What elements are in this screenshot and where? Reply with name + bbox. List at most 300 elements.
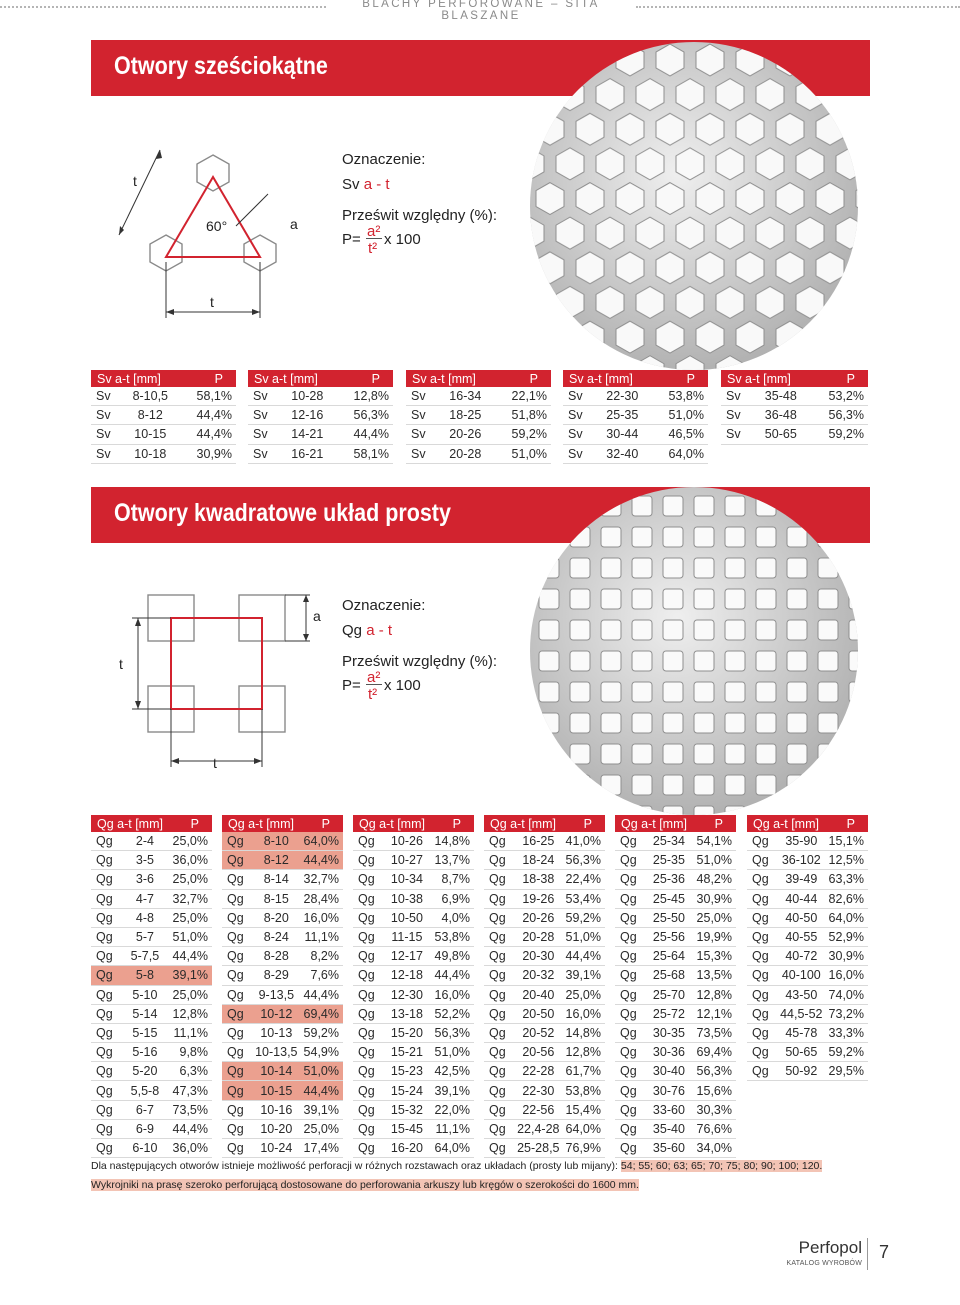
table-row [484, 870, 605, 889]
cell-p: 36,0% [168, 851, 212, 870]
cell-type: Qg [222, 1004, 253, 1023]
table-row [222, 851, 343, 870]
square-formula-bar [366, 684, 382, 685]
table-row [406, 444, 551, 463]
cell-type: Qg [91, 1043, 122, 1062]
cell-size: 25-36 [646, 870, 692, 889]
square-oznaczenie-label: Oznaczenie: [342, 597, 426, 614]
table-row [747, 1004, 868, 1023]
cell-p: 73,2% [825, 1004, 868, 1023]
cell-p: 64,0% [300, 832, 343, 851]
cell-size: 8-12 [122, 406, 179, 425]
cell-size: 20-26 [515, 908, 562, 927]
cell-p: 53,2% [810, 387, 868, 406]
cell-p: 34,0% [692, 1139, 736, 1158]
cell-p: 29,5% [825, 1062, 868, 1081]
cell-type: Qg [484, 1081, 515, 1100]
table-row [91, 908, 212, 927]
table-row [222, 1043, 343, 1062]
cell-size: 10-28 [279, 387, 336, 406]
cell-size: 50-92 [778, 1062, 825, 1081]
cell-size: 35-48 [752, 387, 810, 406]
cell-size: 20-28 [515, 927, 562, 946]
table-row [353, 1119, 474, 1138]
cell-p: 64,0% [562, 1119, 605, 1138]
table-row [484, 889, 605, 908]
cell-p: 16,0% [430, 985, 474, 1004]
cell-type: Qg [353, 1043, 384, 1062]
table-row [563, 425, 708, 444]
cell-size: 15-23 [384, 1062, 430, 1081]
hex-table-3 [406, 370, 551, 464]
table-row [615, 1062, 736, 1081]
cell-size: 15-45 [384, 1119, 430, 1138]
table-row [248, 387, 393, 406]
cell-size: 5-10 [122, 985, 168, 1004]
table-row [91, 1119, 212, 1138]
table-header-p: P [692, 815, 736, 832]
cell-type: Sv [248, 425, 279, 444]
cell-size: 5-7,5 [122, 947, 168, 966]
cell-type: Qg [353, 927, 384, 946]
cell-p: 12,8% [336, 387, 393, 406]
cell-type: Qg [91, 1139, 122, 1158]
table-row [747, 889, 868, 908]
cell-size: 18-38 [515, 870, 562, 889]
cell-p: 4,0% [430, 908, 474, 927]
cell-p: 12,5% [825, 851, 868, 870]
cell-p: 11,1% [300, 927, 343, 946]
cell-type: Qg [747, 870, 778, 889]
table-row [615, 870, 736, 889]
cell-p: 64,0% [430, 1139, 474, 1158]
cell-type: Qg [91, 889, 122, 908]
cell-p: 30,9% [179, 444, 236, 463]
cell-size: 5-7 [122, 927, 168, 946]
cell-p: 51,8% [494, 406, 551, 425]
cell-type: Sv [563, 387, 594, 406]
footer-separator [867, 1238, 868, 1270]
table-row [484, 1081, 605, 1100]
cell-size: 8-10,5 [122, 387, 179, 406]
cell-size: 3-5 [122, 851, 168, 870]
cell-size: 16-25 [515, 832, 562, 851]
cell-p: 44,4% [168, 947, 212, 966]
table-row [91, 1081, 212, 1100]
cell-type: Qg [615, 832, 646, 851]
cell-type: Qg [484, 851, 515, 870]
cell-type: Qg [484, 908, 515, 927]
cell-type: Qg [747, 966, 778, 985]
table-row [484, 1139, 605, 1158]
cell-size: 10-38 [384, 889, 430, 908]
cell-p: 32,7% [300, 870, 343, 889]
cell-size: 30-36 [646, 1043, 692, 1062]
cell-size: 33-60 [646, 1100, 692, 1119]
cell-p: 44,4% [562, 947, 605, 966]
cell-size: 30-35 [646, 1023, 692, 1042]
cell-p: 15,6% [692, 1081, 736, 1100]
cell-size: 4-8 [122, 908, 168, 927]
table-row [353, 1004, 474, 1023]
table-header-code: Sv a-t [mm] [406, 370, 494, 387]
cell-p: 73,5% [168, 1100, 212, 1119]
cell-p: 6,3% [168, 1062, 212, 1081]
cell-p: 14,8% [430, 832, 474, 851]
table-row [615, 832, 736, 851]
table-row [406, 406, 551, 425]
cell-type: Qg [484, 870, 515, 889]
cell-size: 36-102 [778, 851, 825, 870]
cell-type: Qg [91, 851, 122, 870]
cell-size: 35-40 [646, 1119, 692, 1138]
hex-table-2 [248, 370, 393, 464]
cell-type: Sv [248, 406, 279, 425]
cell-size: 8-12 [253, 851, 300, 870]
cell-size: 13-18 [384, 1004, 430, 1023]
hex-code-suffix: a - t [363, 176, 390, 193]
table-row [91, 1100, 212, 1119]
table-header-p: P [825, 815, 868, 832]
square-code-prefix: Qg [342, 622, 367, 639]
cell-type: Qg [615, 1100, 646, 1119]
cell-p: 16,0% [300, 908, 343, 927]
cell-size: 36-48 [752, 406, 810, 425]
cell-p: 25,0% [168, 908, 212, 927]
cell-size: 11-15 [384, 927, 430, 946]
cell-type: Qg [615, 889, 646, 908]
cell-size: 15-24 [384, 1081, 430, 1100]
cell-size: 10-34 [384, 870, 430, 889]
table-row [91, 425, 236, 444]
cell-size: 30-44 [594, 425, 651, 444]
table-header-code: Sv a-t [mm] [563, 370, 651, 387]
cell-size: 8-15 [253, 889, 300, 908]
cell-size: 15-32 [384, 1100, 430, 1119]
cell-p: 44,4% [179, 406, 236, 425]
header-title: BLACHY PERFOROWANE – SITA BLASZANE [330, 0, 632, 22]
table-row [91, 851, 212, 870]
cell-size: 25-72 [646, 1004, 692, 1023]
table-row [91, 1043, 212, 1062]
cell-p: 32,7% [168, 889, 212, 908]
cell-type: Qg [615, 947, 646, 966]
hex-label-t-bottom: t [210, 294, 214, 310]
cell-size: 25-56 [646, 927, 692, 946]
table-row [747, 985, 868, 1004]
cell-size: 30-76 [646, 1081, 692, 1100]
cell-size: 22-28 [515, 1062, 562, 1081]
table-row [484, 1062, 605, 1081]
table-row [615, 1100, 736, 1119]
cell-size: 14-21 [279, 425, 336, 444]
cell-p: 39,1% [562, 966, 605, 985]
table-header-code: Qg a-t [mm] [747, 815, 825, 832]
square-section-title: Otwory kwadratowe układ prosty [114, 499, 451, 527]
cell-type: Sv [406, 444, 437, 463]
cell-type: Sv [406, 406, 437, 425]
table-row [91, 927, 212, 946]
cell-size: 25-68 [646, 966, 692, 985]
cell-p: 47,3% [168, 1081, 212, 1100]
table-row [484, 1119, 605, 1138]
table-row [484, 908, 605, 927]
table-row [747, 832, 868, 851]
cell-type: Sv [91, 387, 122, 406]
cell-type: Qg [747, 985, 778, 1004]
table-row [747, 1062, 868, 1081]
cell-p: 51,0% [692, 851, 736, 870]
cell-p: 42,5% [430, 1062, 474, 1081]
table-row [563, 406, 708, 425]
table-row [484, 1100, 605, 1119]
square-table-2 [222, 815, 343, 1158]
table-row [353, 985, 474, 1004]
cell-type: Qg [222, 851, 253, 870]
cell-p: 56,3% [692, 1062, 736, 1081]
table-row [248, 444, 393, 463]
cell-p: 73,5% [692, 1023, 736, 1042]
cell-size: 5-8 [122, 966, 168, 985]
cell-type: Sv [248, 387, 279, 406]
table-row [222, 927, 343, 946]
table-header-code: Sv a-t [mm] [248, 370, 336, 387]
cell-p: 56,3% [336, 406, 393, 425]
table-header-p: P [651, 370, 708, 387]
cell-p: 59,2% [810, 425, 868, 444]
hex-formula-block [342, 150, 532, 260]
square-formula-block [342, 596, 532, 706]
table-row [353, 832, 474, 851]
table-row [615, 1023, 736, 1042]
table-row [484, 1004, 605, 1023]
table-row [484, 1043, 605, 1062]
table-row [615, 947, 736, 966]
square-formula-p: P= [342, 677, 361, 694]
table-header-code: Sv a-t [mm] [91, 370, 179, 387]
table-row [747, 870, 868, 889]
cell-type: Qg [222, 1100, 253, 1119]
cell-p: 28,4% [300, 889, 343, 908]
cell-type: Qg [484, 1004, 515, 1023]
cell-type: Qg [353, 1004, 384, 1023]
cell-p: 54,1% [692, 832, 736, 851]
cell-type: Qg [747, 1004, 778, 1023]
cell-type: Qg [222, 947, 253, 966]
table-row [222, 870, 343, 889]
table-row [615, 889, 736, 908]
cell-type: Qg [353, 1119, 384, 1138]
table-row [615, 1081, 736, 1100]
cell-p: 56,3% [562, 851, 605, 870]
cell-size: 43-50 [778, 985, 825, 1004]
table-row [222, 1119, 343, 1138]
hex-table-4 [563, 370, 708, 464]
cell-p: 76,9% [562, 1139, 605, 1158]
hex-label-a: a [290, 216, 298, 232]
cell-type: Qg [91, 908, 122, 927]
table-row [484, 927, 605, 946]
cell-type: Qg [615, 985, 646, 1004]
table-row [747, 851, 868, 870]
cell-size: 20-32 [515, 966, 562, 985]
cell-p: 46,5% [651, 425, 708, 444]
hex-plate-image [530, 42, 858, 370]
hex-code [342, 177, 390, 192]
cell-type: Qg [222, 1081, 253, 1100]
table-row [91, 1023, 212, 1042]
square-label-a: a [313, 608, 321, 624]
cell-p: 64,0% [825, 908, 868, 927]
table-row [91, 870, 212, 889]
cell-size: 20-26 [437, 425, 494, 444]
cell-p: 25,0% [692, 908, 736, 927]
cell-size: 15-21 [384, 1043, 430, 1062]
cell-p: 25,0% [168, 870, 212, 889]
cell-type: Qg [747, 851, 778, 870]
cell-p: 25,0% [562, 985, 605, 1004]
cell-type: Qg [222, 1119, 253, 1138]
cell-type: Qg [484, 966, 515, 985]
cell-size: 40-100 [778, 966, 825, 985]
cell-type: Qg [484, 1119, 515, 1138]
note-line-1-highlight: 54; 55; 60; 63; 65; 70; 75; 80; 90; 100; 120. [620, 1160, 823, 1172]
cell-size: 40-50 [778, 908, 825, 927]
table-row [91, 947, 212, 966]
cell-type: Qg [222, 1062, 253, 1081]
cell-type: Qg [222, 927, 253, 946]
table-row [353, 1081, 474, 1100]
cell-size: 10-16 [253, 1100, 300, 1119]
cell-size: 12-30 [384, 985, 430, 1004]
cell-type: Qg [353, 870, 384, 889]
cell-size: 44,5-52 [778, 1004, 825, 1023]
cell-p: 6,9% [430, 889, 474, 908]
table-row [615, 1043, 736, 1062]
cell-type: Qg [222, 908, 253, 927]
table-row [484, 832, 605, 851]
cell-type: Qg [747, 1062, 778, 1081]
note-line-2-highlight: Wykrojniki na prasę szeroko perforującą dostosowane do perforowania arkuszy lub kręgów o szerokości do 1600 mm. [91, 1179, 639, 1191]
hex-section-title: Otwory sześciokątne [114, 52, 328, 80]
table-row [615, 851, 736, 870]
cell-type: Qg [353, 832, 384, 851]
table-row [222, 1062, 343, 1081]
cell-type: Qg [484, 1043, 515, 1062]
header-dots-right [636, 6, 960, 8]
cell-p: 25,0% [300, 1119, 343, 1138]
table-header-code: Qg a-t [mm] [222, 815, 300, 832]
cell-size: 32-40 [594, 444, 651, 463]
cell-p: 49,8% [430, 947, 474, 966]
table-header-p: P [494, 370, 551, 387]
cell-type: Qg [91, 1004, 122, 1023]
table-row [222, 908, 343, 927]
cell-size: 20-30 [515, 947, 562, 966]
cell-type: Qg [222, 832, 253, 851]
table-row [747, 908, 868, 927]
cell-p: 30,9% [825, 947, 868, 966]
cell-size: 25-45 [646, 889, 692, 908]
header-dots-left [0, 6, 326, 8]
cell-size: 25-70 [646, 985, 692, 1004]
table-row [563, 444, 708, 463]
table-row [353, 1043, 474, 1062]
cell-p: 36,0% [168, 1139, 212, 1158]
cell-type: Qg [91, 1119, 122, 1138]
cell-size: 20-56 [515, 1043, 562, 1062]
table-row [721, 425, 868, 444]
cell-size: 25-28,5 [515, 1139, 562, 1158]
cell-size: 40-55 [778, 927, 825, 946]
cell-size: 5-16 [122, 1043, 168, 1062]
cell-size: 16-20 [384, 1139, 430, 1158]
hex-table-5 [721, 370, 868, 445]
table-row [615, 1004, 736, 1023]
table-header-p: P [810, 370, 868, 387]
cell-p: 44,4% [300, 1081, 343, 1100]
cell-type: Qg [747, 832, 778, 851]
cell-type: Sv [563, 406, 594, 425]
cell-type: Qg [747, 1023, 778, 1042]
cell-size: 10-50 [384, 908, 430, 927]
cell-type: Qg [353, 1139, 384, 1158]
hex-code-prefix: Sv [342, 176, 364, 193]
cell-p: 59,2% [562, 908, 605, 927]
cell-type: Qg [91, 966, 122, 985]
cell-type: Qg [484, 927, 515, 946]
cell-size: 5-15 [122, 1023, 168, 1042]
cell-p: 44,4% [336, 425, 393, 444]
table-row [222, 1023, 343, 1042]
cell-size: 4-7 [122, 889, 168, 908]
table-header-p: P [179, 370, 236, 387]
cell-size: 8-29 [253, 966, 300, 985]
cell-size: 10-12 [253, 1004, 300, 1023]
cell-p: 51,0% [168, 927, 212, 946]
cell-p: 61,7% [562, 1062, 605, 1081]
cell-size: 35-90 [778, 832, 825, 851]
cell-size: 22,4-28 [515, 1119, 562, 1138]
cell-p: 8,7% [430, 870, 474, 889]
cell-p: 13,7% [430, 851, 474, 870]
hex-przeswit-label: Prześwit względny (%): [342, 207, 498, 224]
cell-size: 5-20 [122, 1062, 168, 1081]
note-line-1 [91, 1160, 822, 1172]
cell-type: Sv [563, 444, 594, 463]
cell-type: Sv [721, 425, 752, 444]
cell-p: 69,4% [692, 1043, 736, 1062]
cell-type: Sv [563, 425, 594, 444]
cell-type: Sv [721, 387, 752, 406]
cell-p: 56,3% [810, 406, 868, 425]
cell-p: 64,0% [651, 444, 708, 463]
table-row [222, 985, 343, 1004]
square-formula-den: t² [368, 686, 378, 703]
cell-type: Qg [91, 985, 122, 1004]
cell-type: Qg [615, 1119, 646, 1138]
hex-formula-den: t² [368, 240, 378, 257]
table-header-code: Sv a-t [mm] [721, 370, 810, 387]
cell-type: Sv [91, 406, 122, 425]
table-row [484, 947, 605, 966]
cell-type: Qg [484, 1062, 515, 1081]
cell-p: 41,0% [562, 832, 605, 851]
square-przeswit-label: Prześwit względny (%): [342, 653, 498, 670]
cell-size: 18-24 [515, 851, 562, 870]
cell-type: Qg [484, 832, 515, 851]
cell-p: 25,0% [168, 832, 212, 851]
